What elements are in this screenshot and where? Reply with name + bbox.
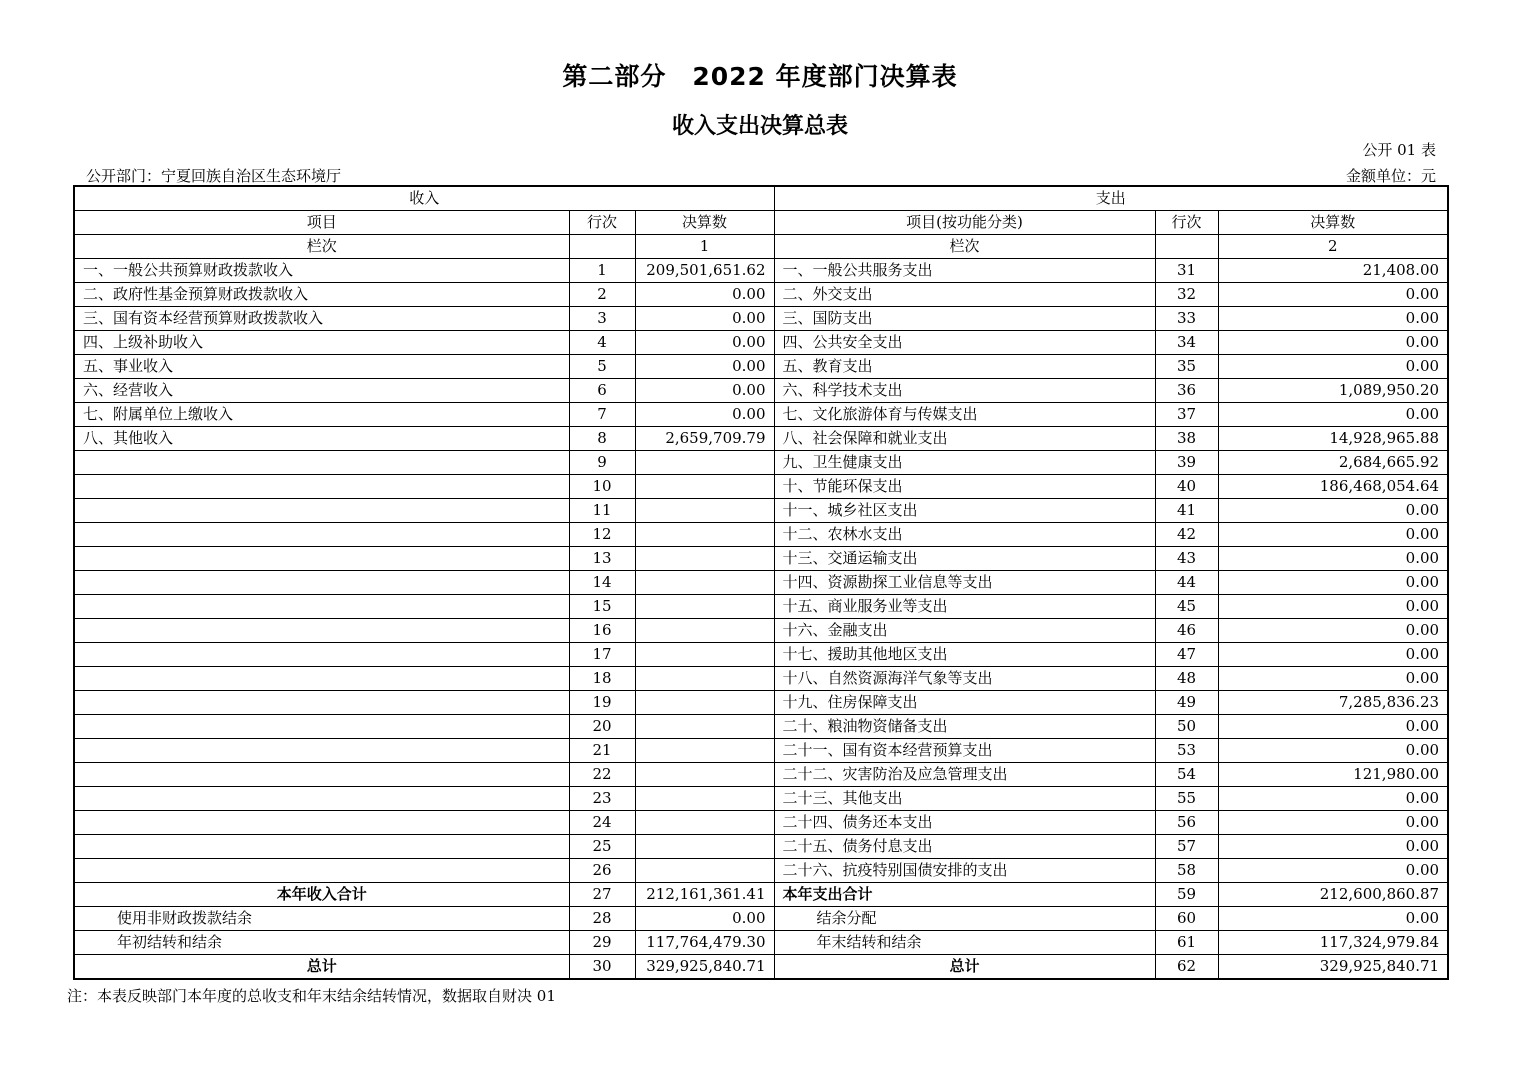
table-number: 公开 01 表 <box>1362 141 1436 159</box>
expense-row-no: 46 <box>1155 619 1218 643</box>
footnote: 注：本表反映部门本年度的总收支和年末结余结转情况，数据取自财决 01 <box>67 987 556 1005</box>
income-row-no: 11 <box>569 499 635 523</box>
expense-col-index: 2 <box>1218 235 1448 259</box>
expense-amount: 0.00 <box>1218 595 1448 619</box>
expense-item: 三、国防支出 <box>774 307 1155 331</box>
income-row-no: 12 <box>569 523 635 547</box>
expense-row-no: 56 <box>1155 811 1218 835</box>
income-row-no: 18 <box>569 667 635 691</box>
expense-item: 二十一、国有资本经营预算支出 <box>774 739 1155 763</box>
income-row-no: 17 <box>569 643 635 667</box>
expense-dist-label: 结余分配 <box>774 907 1155 931</box>
expense-row-no: 31 <box>1155 259 1218 283</box>
unit-label: 金额单位：元 <box>1345 167 1436 185</box>
income-amount <box>635 691 774 715</box>
income-amount <box>635 715 774 739</box>
income-col-empty <box>569 235 635 259</box>
expense-amount: 0.00 <box>1218 523 1448 547</box>
income-col-label: 栏次 <box>74 235 569 259</box>
expense-amount: 0.00 <box>1218 331 1448 355</box>
expense-row-no: 34 <box>1155 331 1218 355</box>
expense-amount: 0.00 <box>1218 667 1448 691</box>
income-amount <box>635 499 774 523</box>
expense-amount: 0.00 <box>1218 811 1448 835</box>
expense-rowno-header: 行次 <box>1155 211 1218 235</box>
total-row <box>74 883 1448 907</box>
income-amount <box>635 451 774 475</box>
expense-item: 十一、城乡社区支出 <box>774 499 1155 523</box>
department-label: 公开部门：宁夏回族自治区生态环境厅 <box>86 167 342 185</box>
expense-row-no: 53 <box>1155 739 1218 763</box>
expense-item: 五、教育支出 <box>774 355 1155 379</box>
expense-item: 二、外交支出 <box>774 283 1155 307</box>
table-row <box>74 787 1448 811</box>
income-row-no: 15 <box>569 595 635 619</box>
expense-item: 二十、粮油物资储备支出 <box>774 715 1155 739</box>
expense-amount: 0.00 <box>1218 307 1448 331</box>
expense-amount: 1,089,950.20 <box>1218 379 1448 403</box>
income-total-label: 本年收入合计 <box>74 883 569 907</box>
expense-total-label: 本年支出合计 <box>774 883 1155 907</box>
expense-amount: 0.00 <box>1218 787 1448 811</box>
table-row <box>74 739 1448 763</box>
expense-item: 二十二、灾害防治及应急管理支出 <box>774 763 1155 787</box>
expense-row-no: 48 <box>1155 667 1218 691</box>
income-amount: 0.00 <box>635 403 774 427</box>
expense-item: 十二、农林水支出 <box>774 523 1155 547</box>
income-row-no: 16 <box>569 619 635 643</box>
expense-row-no: 55 <box>1155 787 1218 811</box>
table-row <box>74 475 1448 499</box>
income-total-no: 27 <box>569 883 635 907</box>
income-row-no: 9 <box>569 451 635 475</box>
income-item <box>74 523 569 547</box>
income-item: 五、事业收入 <box>74 355 569 379</box>
income-amount <box>635 811 774 835</box>
income-row-no: 6 <box>569 379 635 403</box>
expense-dist-no: 60 <box>1155 907 1218 931</box>
income-amount <box>635 523 774 547</box>
expense-row-no: 49 <box>1155 691 1218 715</box>
table-row <box>74 379 1448 403</box>
income-row-no: 7 <box>569 403 635 427</box>
income-total-amount: 212,161,361.41 <box>635 883 774 907</box>
expense-row-no: 41 <box>1155 499 1218 523</box>
header-row-group <box>74 186 1448 211</box>
income-item <box>74 547 569 571</box>
income-amount <box>635 739 774 763</box>
expense-amount: 0.00 <box>1218 355 1448 379</box>
expense-row-no: 35 <box>1155 355 1218 379</box>
income-amount <box>635 787 774 811</box>
expense-item: 十、节能环保支出 <box>774 475 1155 499</box>
expense-amount: 0.00 <box>1218 403 1448 427</box>
income-amount: 0.00 <box>635 355 774 379</box>
table-row <box>74 571 1448 595</box>
income-header: 收入 <box>74 186 774 211</box>
income-item <box>74 835 569 859</box>
expense-end-amount: 117,324,979.84 <box>1218 931 1448 955</box>
income-amount <box>635 643 774 667</box>
expense-amount: 121,980.00 <box>1218 763 1448 787</box>
expense-item: 七、文化旅游体育与传媒支出 <box>774 403 1155 427</box>
income-item: 二、政府性基金预算财政拨款收入 <box>74 283 569 307</box>
income-amount: 0.00 <box>635 331 774 355</box>
income-item <box>74 571 569 595</box>
income-item <box>74 595 569 619</box>
income-row-no: 10 <box>569 475 635 499</box>
expense-amount: 0.00 <box>1218 859 1448 883</box>
table-row <box>74 259 1448 283</box>
income-item: 六、经营收入 <box>74 379 569 403</box>
expense-amount: 7,285,836.23 <box>1218 691 1448 715</box>
income-row-no: 5 <box>569 355 635 379</box>
income-item <box>74 811 569 835</box>
expense-amount: 0.00 <box>1218 739 1448 763</box>
income-row-no: 3 <box>569 307 635 331</box>
expense-item: 二十四、债务还本支出 <box>774 811 1155 835</box>
income-item <box>74 787 569 811</box>
income-item: 三、国有资本经营预算财政拨款收入 <box>74 307 569 331</box>
expense-amount: 0.00 <box>1218 499 1448 523</box>
table-row <box>74 403 1448 427</box>
carryover-row <box>74 931 1448 955</box>
income-grand-label: 总计 <box>74 955 569 980</box>
income-amount: 0.00 <box>635 307 774 331</box>
expense-item: 八、社会保障和就业支出 <box>774 427 1155 451</box>
header-row-columns <box>74 211 1448 235</box>
expense-item: 十三、交通运输支出 <box>774 547 1155 571</box>
table-row <box>74 643 1448 667</box>
table-row <box>74 427 1448 451</box>
income-item <box>74 451 569 475</box>
income-item <box>74 499 569 523</box>
income-item <box>74 667 569 691</box>
income-begin-no: 29 <box>569 931 635 955</box>
expense-col-label: 栏次 <box>774 235 1155 259</box>
income-nonfiscal-amount: 0.00 <box>635 907 774 931</box>
income-amount <box>635 763 774 787</box>
income-item <box>74 643 569 667</box>
expense-row-no: 57 <box>1155 835 1218 859</box>
income-item <box>74 763 569 787</box>
expense-row-no: 32 <box>1155 283 1218 307</box>
expense-end-label: 年末结转和结余 <box>774 931 1155 955</box>
expense-amount: 0.00 <box>1218 643 1448 667</box>
expense-item: 十八、自然资源海洋气象等支出 <box>774 667 1155 691</box>
expense-amount: 0.00 <box>1218 619 1448 643</box>
expense-total-no: 59 <box>1155 883 1218 907</box>
expense-item: 十五、商业服务业等支出 <box>774 595 1155 619</box>
expense-row-no: 40 <box>1155 475 1218 499</box>
table-row <box>74 715 1448 739</box>
income-grand-amount: 329,925,840.71 <box>635 955 774 980</box>
income-row-no: 1 <box>569 259 635 283</box>
table-row <box>74 499 1448 523</box>
income-row-no: 8 <box>569 427 635 451</box>
income-item <box>74 715 569 739</box>
expense-item: 十六、金融支出 <box>774 619 1155 643</box>
income-amount <box>635 547 774 571</box>
expense-row-no: 37 <box>1155 403 1218 427</box>
income-amount: 2,659,709.79 <box>635 427 774 451</box>
income-item <box>74 739 569 763</box>
expense-row-no: 47 <box>1155 643 1218 667</box>
income-amount <box>635 667 774 691</box>
income-item <box>74 619 569 643</box>
nonfiscal-row <box>74 907 1448 931</box>
expense-row-no: 38 <box>1155 427 1218 451</box>
expense-header: 支出 <box>774 186 1448 211</box>
income-item: 四、上级补助收入 <box>74 331 569 355</box>
income-row-no: 23 <box>569 787 635 811</box>
income-begin-amount: 117,764,479.30 <box>635 931 774 955</box>
income-item: 七、附属单位上缴收入 <box>74 403 569 427</box>
expense-amount: 0.00 <box>1218 547 1448 571</box>
expense-amount: 186,468,054.64 <box>1218 475 1448 499</box>
grand-total-row <box>74 955 1448 980</box>
income-item <box>74 691 569 715</box>
table-row <box>74 859 1448 883</box>
income-row-no: 4 <box>569 331 635 355</box>
expense-row-no: 44 <box>1155 571 1218 595</box>
income-row-no: 26 <box>569 859 635 883</box>
expense-item: 九、卫生健康支出 <box>774 451 1155 475</box>
expense-col-empty <box>1155 235 1218 259</box>
expense-row-no: 45 <box>1155 595 1218 619</box>
table-row <box>74 835 1448 859</box>
page-subtitle: 收入支出决算总表 <box>671 114 848 139</box>
expense-item: 二十五、债务付息支出 <box>774 835 1155 859</box>
income-begin-label: 年初结转和结余 <box>74 931 569 955</box>
income-row-no: 21 <box>569 739 635 763</box>
expense-row-no: 43 <box>1155 547 1218 571</box>
table-row <box>74 283 1448 307</box>
table-row <box>74 523 1448 547</box>
income-row-no: 20 <box>569 715 635 739</box>
income-amount: 209,501,651.62 <box>635 259 774 283</box>
income-nonfiscal-label: 使用非财政拨款结余 <box>74 907 569 931</box>
expense-amount-header: 决算数 <box>1218 211 1448 235</box>
expense-item: 二十六、抗疫特别国债安排的支出 <box>774 859 1155 883</box>
table-row <box>74 547 1448 571</box>
income-item: 一、一般公共预算财政拨款收入 <box>74 259 569 283</box>
expense-dist-amount: 0.00 <box>1218 907 1448 931</box>
expense-amount: 0.00 <box>1218 283 1448 307</box>
income-expense-table <box>73 185 1449 980</box>
income-amount <box>635 859 774 883</box>
table-row <box>74 619 1448 643</box>
expense-item: 四、公共安全支出 <box>774 331 1155 355</box>
expense-grand-amount: 329,925,840.71 <box>1218 955 1448 980</box>
income-amount-header: 决算数 <box>635 211 774 235</box>
table-row <box>74 307 1448 331</box>
expense-row-no: 58 <box>1155 859 1218 883</box>
income-amount <box>635 571 774 595</box>
expense-item: 六、科学技术支出 <box>774 379 1155 403</box>
expense-amount: 0.00 <box>1218 715 1448 739</box>
table-row <box>74 595 1448 619</box>
table-row <box>74 331 1448 355</box>
table-row <box>74 811 1448 835</box>
income-item <box>74 475 569 499</box>
expense-row-no: 39 <box>1155 451 1218 475</box>
income-row-no: 19 <box>569 691 635 715</box>
income-item: 八、其他收入 <box>74 427 569 451</box>
expense-amount: 14,928,965.88 <box>1218 427 1448 451</box>
expense-grand-no: 62 <box>1155 955 1218 980</box>
income-item <box>74 859 569 883</box>
table-row <box>74 763 1448 787</box>
table-row <box>74 451 1448 475</box>
expense-total-amount: 212,600,860.87 <box>1218 883 1448 907</box>
income-row-no: 24 <box>569 811 635 835</box>
expense-grand-label: 总计 <box>774 955 1155 980</box>
header-row-col-index <box>74 235 1448 259</box>
expense-row-no: 42 <box>1155 523 1218 547</box>
expense-item: 十七、援助其他地区支出 <box>774 643 1155 667</box>
expense-amount: 0.00 <box>1218 571 1448 595</box>
income-amount <box>635 595 774 619</box>
income-amount: 0.00 <box>635 283 774 307</box>
income-amount <box>635 835 774 859</box>
income-rowno-header: 行次 <box>569 211 635 235</box>
income-nonfiscal-no: 28 <box>569 907 635 931</box>
income-amount <box>635 475 774 499</box>
expense-row-no: 33 <box>1155 307 1218 331</box>
expense-row-no: 36 <box>1155 379 1218 403</box>
income-row-no: 22 <box>569 763 635 787</box>
expense-row-no: 50 <box>1155 715 1218 739</box>
income-row-no: 25 <box>569 835 635 859</box>
page-title: 第二部分 2022 年度部门决算表 <box>562 62 958 91</box>
expense-end-no: 61 <box>1155 931 1218 955</box>
table-row <box>74 355 1448 379</box>
expense-item: 十九、住房保障支出 <box>774 691 1155 715</box>
income-row-no: 2 <box>569 283 635 307</box>
income-row-no: 14 <box>569 571 635 595</box>
income-item-header: 项目 <box>74 211 569 235</box>
expense-row-no: 54 <box>1155 763 1218 787</box>
expense-item-header: 项目(按功能分类) <box>774 211 1155 235</box>
income-col-index: 1 <box>635 235 774 259</box>
table-row <box>74 667 1448 691</box>
expense-amount: 2,684,665.92 <box>1218 451 1448 475</box>
expense-item: 十四、资源勘探工业信息等支出 <box>774 571 1155 595</box>
income-amount <box>635 619 774 643</box>
expense-item: 二十三、其他支出 <box>774 787 1155 811</box>
income-amount: 0.00 <box>635 379 774 403</box>
expense-amount: 0.00 <box>1218 835 1448 859</box>
income-row-no: 13 <box>569 547 635 571</box>
expense-amount: 21,408.00 <box>1218 259 1448 283</box>
expense-item: 一、一般公共服务支出 <box>774 259 1155 283</box>
income-grand-no: 30 <box>569 955 635 980</box>
table-row <box>74 691 1448 715</box>
